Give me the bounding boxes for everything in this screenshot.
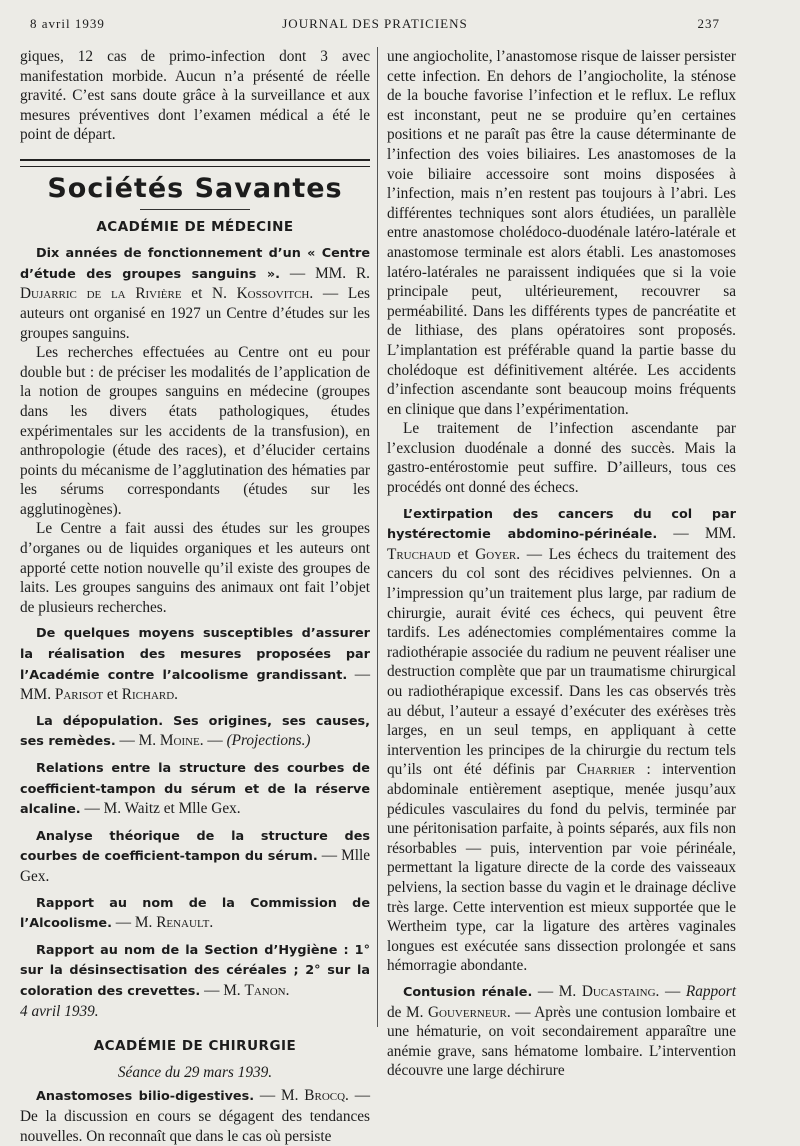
entry-anastomoses: Anastomoses bilio-digestives. — M. Brocq. — De la discussion en cours se dégagent des tendances nouvelles. On reconnaît que dans le cas où persiste — [20, 1087, 370, 1145]
page-number: 237 — [697, 16, 720, 31]
entry-coefficient-tampon: Relations entre la structure des courbes de coefficient-tampon du sérum et de la réserve alcaline. — M. Waitz et Mlle Gex. — [20, 761, 370, 818]
entry-title: Anastomoses bilio-digestives. — [36, 1089, 255, 1105]
section-divider — [20, 159, 370, 167]
entry-depopulation: La dépopulation. Ses origines, ses causes, ses remèdes. — M. Moine. — (Projections.) — [20, 713, 370, 750]
entry-commission-alcoolisme: Rapport au nom de la Commission de l’Alcoolisme. — M. Renault. — [20, 895, 370, 932]
entry-title: Rapport au nom de la Commission de l’Alcoolisme. — [20, 895, 370, 932]
author-name: R. Dujarric de la Rivière — [20, 264, 371, 303]
academy-heading-chirurgie: ACADÉMIE DE CHIRURGIE — [93, 1038, 297, 1055]
academy-heading-medecine: ACADÉMIE DE MÉDECINE — [96, 218, 294, 235]
title-underline — [140, 209, 250, 210]
entry-section-hygiene: Rapport au nom de la Section d’Hygiène : 1° sur la désinsectisation des céréales ; 2° sur la coloration des crevettes. — M. Tanon. — [20, 942, 370, 999]
right-column — [387, 47, 736, 1081]
intro-paragraph: giques, 12 cas de primo-infection dont 3 avec manifestation morbide. Aucun n’a présenté de réelle gravité. C’est sans doute grâce à la surveillance et aux mesures préventives dont l’examen médical a été le point de départ. — [20, 48, 370, 144]
page-header — [30, 16, 720, 36]
paragraph: Le traitement de l’infection ascendante par l’exclusion duodénale a donné des succès. Mais la gastro-entérostomie peut suffire. D’ailleurs, tous ces procédés ont donné des échecs. — [387, 420, 736, 497]
entry-title: Rapport au nom de la Section d’Hygiène : 1° sur la désinsectisation des céréales ; 2° sur la coloration des crevettes. — [20, 942, 370, 999]
entry-cancers-col: L’extirpation des cancers du col par hystérectomie abdomino-périnéale. — MM. Truchaud et Goyer. — Les échecs du traitement des cancers du col sont des récidives pelviennes. On a l’impression qu’un traitement plus large, par radium de chirurgie, aurait évité ces échecs, qui peuvent être tardifs. Les adénectomies complémentaires comme la radiothérapie associée du radium ne peuvent réaliser une destruction complète que par un traumatisme chirurgical ou radiothérapique excessif. Dans les cas observés très au début, l’auteur a essayé d’exécuter des exérèses très larges, en un seul temps, en appliquant à cette intervention les principes de la chirurgie du rectum tels qu’ils ont été définis par Charrier : intervention abdominale entièrement aseptique, menée jusqu’aux pédicules vasculaires du fond du pelvis, terminée par une péritonisation parfaite, à points séparés, aux fils non résorbables — puis, intervention par voie périnéale, permettant la ligature directe de la corde des vaisseaux pelviens, la section basse du vagin et le drainage déclive très large. Cette intervention est mieux supportée que le Wertheim type, car la ligature des artères vaginales longues est exécutée sans dissection prolongée et sans hémorragie abondante. — [387, 506, 736, 975]
entry-title: La dépopulation. Ses origines, ses causes, ses remèdes. — [20, 713, 370, 750]
seance-date: Séance du 29 mars 1939. — [117, 1063, 273, 1081]
entry-title: L’extirpation des cancers du col par hystérectomie abdomino-périnéale. — [387, 506, 736, 543]
entry-title: Analyse théorique de la structure des courbes de coefficient-tampon du sérum. — [20, 828, 370, 865]
paragraph: une angiocholite, l’anastomose risque de laisser persister cette infection. En dehors de l’angiocholite, la sténose de la bouche favorise l’infection et le reflux. Le reflux est inconstant, peut ne se produire qu’en certaines positions et ne paraît pas être la cause déterminante de l’infection des voies biliaires. Les anastomoses de la voie biliaire accessoire sont moins disposées à l’infection, mais n’en restent pas toujours à l’abri. Les différentes techniques sont alors étudiées, un parallèle entre anastomose cholédoco-duodénale latéro-latérale et anastomose terminale est alors établi. Les anastomoses latéro-latérales ne paraissent indiquées que si la voie principale peut, ultérieurement, recouvrer sa perméabilité. Dans les différents types de pancréatite et de lithiase, des plans opératoires sont proposés. L’implantation est préférable quand la partie basse du cholédoque est définitivement altérée. Les accidents d’infection ascendante sont beaucoup moins fréquents en clinique que dans l’expérimentation. — [387, 48, 736, 418]
entry-analyse-theorique: Analyse théorique de la structure des courbes de coefficient-tampon du sérum. — Mlle Gex. — [20, 828, 371, 885]
author-name: N. Kossovitch — [212, 285, 310, 303]
paragraph: Le Centre a fait aussi des études sur les groupes d’organes ou de liquides organiques et les auteurs ont apporté cette notion nouvelle qu’il existe des groupes de laits. Les groupes sanguins des animaux ont fait l’objet de plusieurs recherches. — [20, 520, 370, 616]
journal-title: JOURNAL DES PRATICIENS — [282, 16, 468, 31]
column-divider — [377, 47, 378, 1027]
header-date: 8 avril 1939 — [30, 16, 105, 31]
paragraph: Les recherches effectuées au Centre ont eu pour double but : de préciser les modalités de l’application de la notion de groupes sanguins en médecine (groupes dans les divers états pathologiques, études expérimentales sur les accidents de la transfusion), en anthropologie (étude des races), et d’élucider certains points du mécanisme de l’agglutination des hématies par les sérums correspondants (études sur les agglutinogènes). — [20, 344, 370, 518]
entry-title: Contusion rénale. — [403, 984, 533, 1000]
entry-centre-groupes: Dix années de fonctionnement d’un « Centre d’étude des groupes sanguins ». — MM. R. Dujarric de la Rivière et N. Kossovitch. — Les auteurs ont organisé en 1927 un Centre d’études sur les groupes sanguins. — [20, 246, 371, 342]
entry-alcoolisme: De quelques moyens susceptibles d’assurer la réalisation des mesures proposées par l’Académie contre l’alcoolisme grandissant. — MM. Parisot et Richard. — [20, 626, 370, 704]
entry-title: Relations entre la structure des courbes de coefficient-tampon du sérum et de la réserve alcaline. — [20, 761, 370, 818]
left-column — [20, 47, 370, 1146]
entry-title: Dix années de fonctionnement d’un « Centre d’étude des groupes sanguins ». — [20, 246, 370, 282]
entry-contusion-renale: Contusion rénale. — M. Ducastaing. — Rapport de M. Gouverneur. — Après une contusion lombaire et une hématurie, on voit secondairement apparaître une anémie grave, sans hématome lombaire. L’intervention découvre une large déchirure — [387, 982, 737, 1080]
session-date: 4 avril 1939. — [20, 1002, 99, 1020]
section-title: Sociétés Savantes — [47, 172, 343, 204]
entry-title: De quelques moyens susceptibles d’assurer la réalisation des mesures proposées par l’Académie contre l’alcoolisme grandissant. — [20, 626, 370, 683]
